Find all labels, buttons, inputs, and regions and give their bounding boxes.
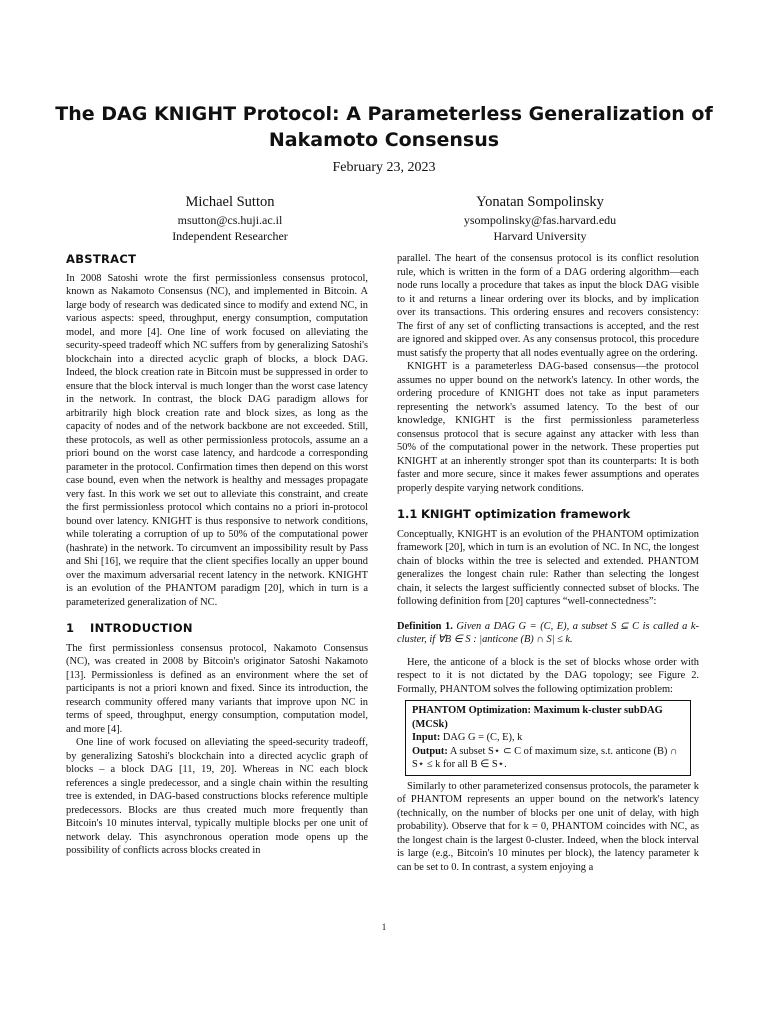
subsection-heading xyxy=(397,508,699,522)
author-name: Michael Sutton xyxy=(185,194,275,210)
author-block xyxy=(80,193,380,244)
paragraph: Conceptually, KNIGHT is an evolution of the PHANTOM optimization framework [20], which in turn is an evolution of NC. In NC, the longest chain of blocks within the tree is selected and extended. PHANTOM generalizes the longest chain rule: Rather than selecting the longest chain, it selects the largest sufficiently connected subset of blocks. The following definition from [20] captures “well-connectedness”: xyxy=(397,528,699,607)
definition xyxy=(397,620,699,647)
box-output-label: Output: xyxy=(412,745,448,757)
paragraph: One line of work focused on alleviating the speed-security tradeoff, by generalizing Satoshi's blockchain into a directed acyclic graph of blocks – a block DAG [11, 19, 20]. Whereas in NC each block references a single predecessor, and a single chain within the resulting tree is extended, in DAG-based constructions blocks reference multiple predecessors. Blocks are thus created much more frequently than Bitcoin's 10 minutes interval, typically multiple blocks per one unit of network delay. This asynchronous operation mode opens up the possibility of conflicts across blocks created in xyxy=(66,737,368,856)
definition-label: Definition 1. xyxy=(397,620,453,632)
subsection-title: KNIGHT optimization framework xyxy=(421,507,631,521)
left-column xyxy=(66,249,368,858)
section-heading xyxy=(66,622,368,636)
paragraph: The first permissionless consensus protocol, Nakamoto Consensus (NC), was created in 2008 by Bitcoin's originator Satoshi Nakamoto [13]. Permissionless is defined as an environment where the set of participants is not a priori known and fixed. Since its introduction, the research community offered many variants that improve upon NC in terms of speed, throughput, energy consumption, computation model, and more [4]. xyxy=(66,642,368,735)
section-title: INTRODUCTION xyxy=(90,621,193,635)
abstract-text: In 2008 Satoshi wrote the first permissionless consensus protocol, known as Nakamoto Consensus (NC), and implemented in Bitcoin. A large body of research was dedicated since to modify and extend NC, in various aspects: speed, throughput, energy consumption, computation model, and more [4]. One line of work focused on alleviating the security-speed tradeoff which NC suffers from by generalizing Satoshi's blockchain into a directed acyclic graph of blocks, a block DAG. Indeed, the block creation rate in Bitcoin must be suppressed in order to ensure that the block interval is much longer than the worst case latency in the network. In contrast, the block DAG paradigm allows for arbitrarily high block creation rate and block sizes, as long as the capacity of nodes and of the network backbone are not exceeded. Still, these protocols, as well as other permissionless protocols, assume an a priori bound on the worst case latency, and hardcode a corresponding parameter in the protocol. Confirmation times then depend on this worst case bound, even when the network is healthy and messages propagate very fast. In this work we set out to alleviate this constraint, and create the first permissionless protocol which contains no a priori in-protocol bound over latency. KNIGHT is thus responsive to network conditions, while tolerating a corruption of up to 50% of the computational power (hashrate) in the network. To circumvent an impossibility result by Pass and Shi [16], we require that the client specifies locally an upper bound over the maximum adversarial recent latency in the network. KNIGHT is an evolution of the PHANTOM paradigm [20], which in turn is a parameterized generalization of NC. xyxy=(66,272,368,608)
subsection-number: 1.1 xyxy=(397,507,418,521)
author-email: msutton@cs.huji.ac.il xyxy=(177,213,283,227)
section-number: 1 xyxy=(66,621,75,635)
page-number: 1 xyxy=(381,922,387,932)
box-input xyxy=(412,731,684,745)
author-email: ysompolinsky@fas.harvard.edu xyxy=(463,213,617,227)
definition-text: Given a DAG G = (C, E), a subset S ⊆ C is called a k-cluster, if ∀B ∈ S : |anticone (B) ∩ S| ≤ k. xyxy=(397,620,699,645)
box-input-label: Input: xyxy=(412,732,441,743)
author-affiliation: Harvard University xyxy=(493,229,587,243)
box-output-text: A subset S⋆ ⊂ C of maximum size, s.t. anticone (B) ∩ S⋆ ≤ k for all B ∈ S⋆. xyxy=(412,745,678,770)
optimization-box xyxy=(405,700,691,776)
box-title: PHANTOM Optimization: Maximum k-cluster subDAG (MCSk) xyxy=(412,705,663,730)
author-block xyxy=(390,193,690,244)
right-column xyxy=(397,252,699,874)
box-output xyxy=(412,745,684,772)
paragraph: KNIGHT is a parameterless DAG-based consensus—the protocol assumes no upper bound on the network's latency. In other words, the ordering procedure of KNIGHT does not take as input parameters representing the network's assumed latency. To the best of our knowledge, KNIGHT is the first permissionless parameterless consensus protocol that is secure against any attacker with less than 50% of the computational power in the network. These properties put KNIGHT at an inherently stronger spot than its counterparts: It is both faster and more secure, since it makes fewer assumptions and operates properly despite varying network conditions. xyxy=(397,361,699,494)
paper-date: February 23, 2023 xyxy=(332,160,436,175)
paragraph: Here, the anticone of a block is the set of blocks whose order with respect to it is not dictated by the DAG topology; see Figure 2. Formally, PHANTOM solves the following optimization problem: xyxy=(397,656,699,695)
paragraph: parallel. The heart of the consensus protocol is its conflict resolution rule, which is written in the form of a DAG ordering algorithm—each node runs locally a procedure that takes as input the block DAG visible to it and returns a linear ordering over its blocks, and by implication over its transactions. This ordering ensures and recovers consistency: The first of any set of conflicting transactions is accepted, and the rest are ignored and skipped over. As any consensus protocol, this procedure must satisfy the property that all nodes eventually agree on the ordering. xyxy=(397,253,699,359)
author-affiliation: Independent Researcher xyxy=(172,229,288,243)
author-name: Yonatan Sompolinsky xyxy=(476,194,604,210)
box-input-text: DAG G = (C, E), k xyxy=(442,732,523,743)
paragraph: Similarly to other parameterized consensus protocols, the parameter k of PHANTOM represents an upper bound on the network's latency (technically, on the number of blocks per one unit of delay, with high probability). Observe that for k = 0, PHANTOM coincides with NC, as the longest chain is the largest 0-cluster. Indeed, when the block interval is large (e.g., Bitcoin's 10 minutes per block), the latency parameter k can be set to 0. In contrast, a system enjoying a xyxy=(397,780,699,873)
abstract-heading: ABSTRACT xyxy=(66,252,137,266)
paper-title: The DAG KNIGHT Protocol: A Parameterless Generalization of Nakamoto Consensus xyxy=(55,103,713,151)
